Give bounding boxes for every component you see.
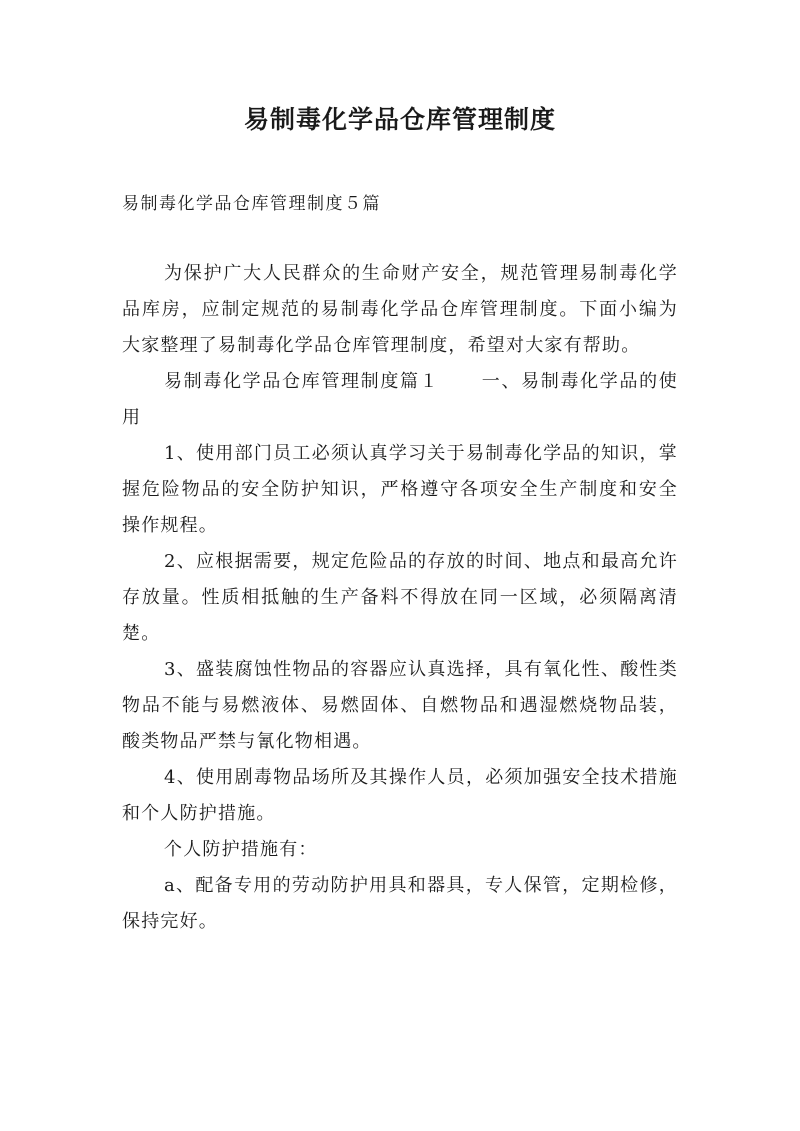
intro-paragraph: 为保护广大人民群众的生命财产安全，规范管理易制毒化学品库房，应制定规范的易制毒化学品仓库管理制度。下面小编为大家整理了易制毒化学品仓库管理制度，希望对大家有帮助。 — [122, 263, 678, 356]
protection-item-a: a、配备专用的劳动防护用具和器具，专人保管，定期检修，保持完好。 — [122, 875, 678, 932]
protection-heading: 个人防护措施有： — [164, 839, 318, 860]
section-heading-line — [122, 364, 678, 436]
document-title: 易制毒化学品仓库管理制度 — [243, 105, 556, 134]
section-subheading: 一、易制毒化学品的使用 — [122, 371, 678, 428]
rule-paragraph-2: 2、应根据需要，规定危险品的存放的时间、地点和最高允许存放量。性质相抵触的生产备料不得放在同一区域，必须隔离清楚。 — [122, 551, 678, 644]
rule-paragraph-1: 1、使用部门员工必须认真学习关于易制毒化学品的知识，掌握危险物品的安全防护知识，严格遵守各项安全生产制度和安全操作规程。 — [122, 443, 678, 536]
section-heading: 易制毒化学品仓库管理制度篇１ — [164, 371, 440, 392]
document-subtitle: 易制毒化学品仓库管理制度５篇 — [122, 194, 381, 214]
document-body — [122, 256, 678, 940]
rule-paragraph-3: 3、盛装腐蚀性物品的容器应认真选择，具有氧化性、酸性类物品不能与易燃液体、易燃固体、自燃物品和遇湿燃烧物品装，酸类物品严禁与氰化物相遇。 — [122, 659, 678, 752]
rule-paragraph-4: 4、使用剧毒物品场所及其操作人员，必须加强安全技术措施和个人防护措施。 — [122, 767, 678, 824]
